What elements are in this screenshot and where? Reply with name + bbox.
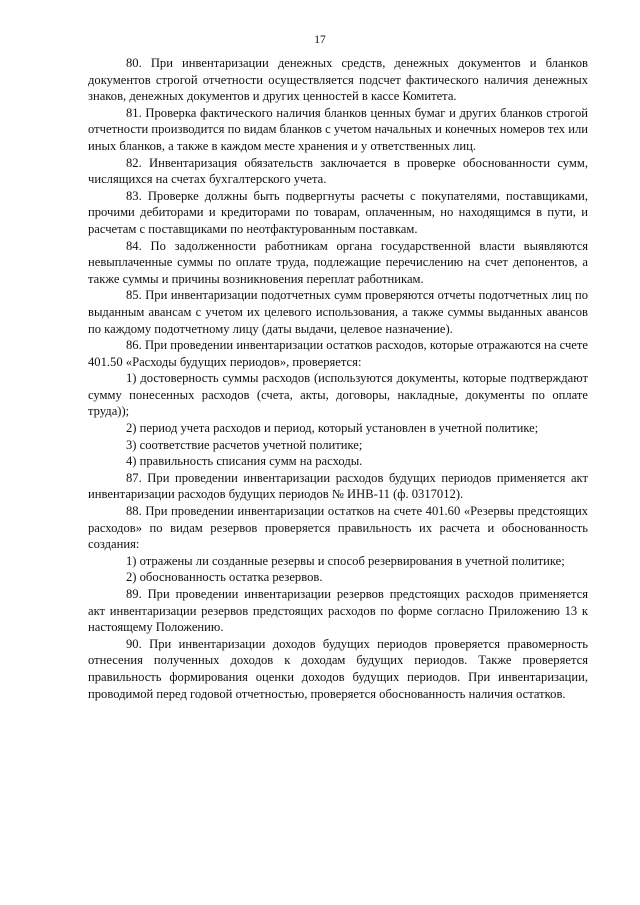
- page-number: 17: [314, 34, 326, 46]
- paragraph-87: 87. При проведении инвентаризации расходов будущих периодов применяется акт инвентаризации расходов будущих периодов № ИНВ-11 (ф. 0317012).: [88, 470, 588, 502]
- paragraph-82: 82. Инвентаризация обязательств заключается в проверке обоснованности сумм, числящихся на счетах бухгалтерского учета.: [88, 155, 588, 187]
- paragraph-84: 84. По задолженности работникам органа государственной власти выявляются невыплаченные суммы по оплате труда, подлежащие перечислению на счет депонентов, а также суммы и причины возникновения переплат работникам.: [88, 238, 588, 286]
- list-item-86-1: 1) достоверность суммы расходов (используются документы, которые подтверждают сумму понесенных расходов (счета, акты, договоры, накладные, документы по оплате труда));: [88, 371, 588, 419]
- paragraph-83: 83. Проверке должны быть подвергнуты расчеты с покупателями, поставщиками, прочими дебиторами и кредиторами по товарам, оплаченным, но находящимся в пути, и расчетам с поставщиками по неотфактурованным поставкам.: [88, 188, 588, 236]
- paragraph-89: 89. При проведении инвентаризации резервов предстоящих расходов применяется акт инвентаризации резервов предстоящих расходов по форме согласно Приложению 13 к настоящему Положению.: [88, 587, 588, 635]
- paragraph-80: 80. При инвентаризации денежных средств, денежных документов и бланков документов строгой отчетности осуществляется подсчет фактического наличия денежных знаков, денежных документов и других ценностей в кассе Комитета.: [88, 56, 588, 104]
- list-item-86-3: 3) соответствие расчетов учетной политике;: [126, 437, 363, 452]
- paragraph-81: 81. Проверка фактического наличия бланков ценных бумаг и других бланков строгой отчетности производится по видам бланков с учетом начальных и конечных номеров тех или иных бланков, а также в каждом месте хранения и у ответственных лиц.: [88, 105, 588, 153]
- paragraph-86: 86. При проведении инвентаризации остатков расходов, которые отражаются на счете 401.50 «Расходы будущих периодов», проверяется:: [88, 338, 588, 369]
- paragraph-85: 85. При инвентаризации подотчетных сумм проверяются отчеты подотчетных лиц по выданным авансам с учетом их целевого использования, а также суммы выданных авансов по каждому подотчетному лицу (даты выдачи, целевое назначение).: [88, 288, 588, 336]
- list-item-86-2: 2) период учета расходов и период, который установлен в учетной политике;: [126, 421, 539, 436]
- list-item-88-1: 1) отражены ли созданные резервы и способ резервирования в учетной политике;: [126, 553, 565, 568]
- list-item-86-4: 4) правильность списания сумм на расходы.: [126, 454, 363, 469]
- paragraph-90: 90. При инвентаризации доходов будущих периодов проверяется правомерность отнесения полученных доходов к доходам будущих периодов. Также проверяется правильность формирования оценки доходов будущих периодов. При инвентаризации, проводимой перед годовой отчетностью, проверяется обоснованность наличия остатков.: [88, 636, 588, 701]
- paragraph-88: 88. При проведении инвентаризации остатков на счете 401.60 «Резервы предстоящих расходов» по видам резервов проверяется правильность их расчета и обоснованность создания:: [88, 504, 588, 552]
- list-item-88-2: 2) обоснованность остатка резервов.: [126, 570, 323, 585]
- document-body: [88, 55, 588, 702]
